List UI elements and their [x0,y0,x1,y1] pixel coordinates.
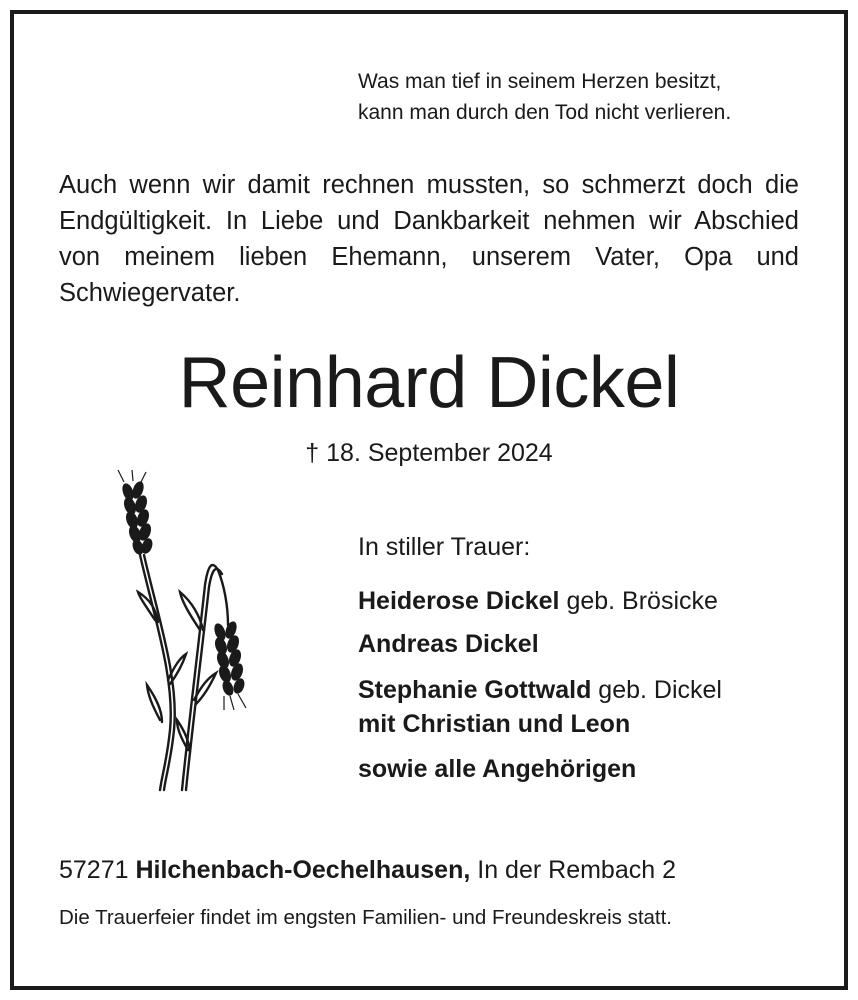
quote-line-2: kann man durch den Tod nicht verlieren. [358,101,732,124]
mourner-entry [358,752,636,786]
mourner-name: Andreas Dickel [358,630,539,658]
mourner-suffix: geb. Brösicke [559,587,718,615]
deceased-name: Reinhard Dickel [178,343,680,423]
wheat-ears-icon [100,470,260,800]
mourner-name: Stephanie Gottwald [358,676,592,704]
address-zip: 57271 [59,856,129,884]
death-date: † 18. September 2024 [305,439,553,467]
intro-text: Auch wenn wir damit rechnen mussten, so schmerzt doch die Endgültigkeit. In Liebe und Dankbarkeit nehmen wir Abschied von meinem lieben Ehemann, unserem Vater, Opa und Schwiegervater. [59,171,799,307]
address [59,853,676,887]
quote-line-1: Was man tief in seinem Herzen besitzt, [358,70,722,93]
address-street: In der Rembach 2 [477,856,676,884]
address-town: Hilchenbach-Oechelhausen, [135,856,471,884]
quote [358,66,808,128]
mourner-entry [358,673,722,707]
mourner-name: mit Christian und Leon [358,710,631,738]
mourner-suffix: geb. Dickel [591,676,722,704]
mourner-entry [358,627,539,661]
mourner-entry [358,707,630,741]
ceremony-note: Die Trauerfeier findet im engsten Familien- und Freundeskreis statt. [59,906,672,929]
mourning-heading: In stiller Trauer: [358,533,531,561]
mourner-entry [358,584,718,618]
mourner-name: sowie alle Angehörigen [358,755,637,783]
mourner-name: Heiderose Dickel [358,587,560,615]
